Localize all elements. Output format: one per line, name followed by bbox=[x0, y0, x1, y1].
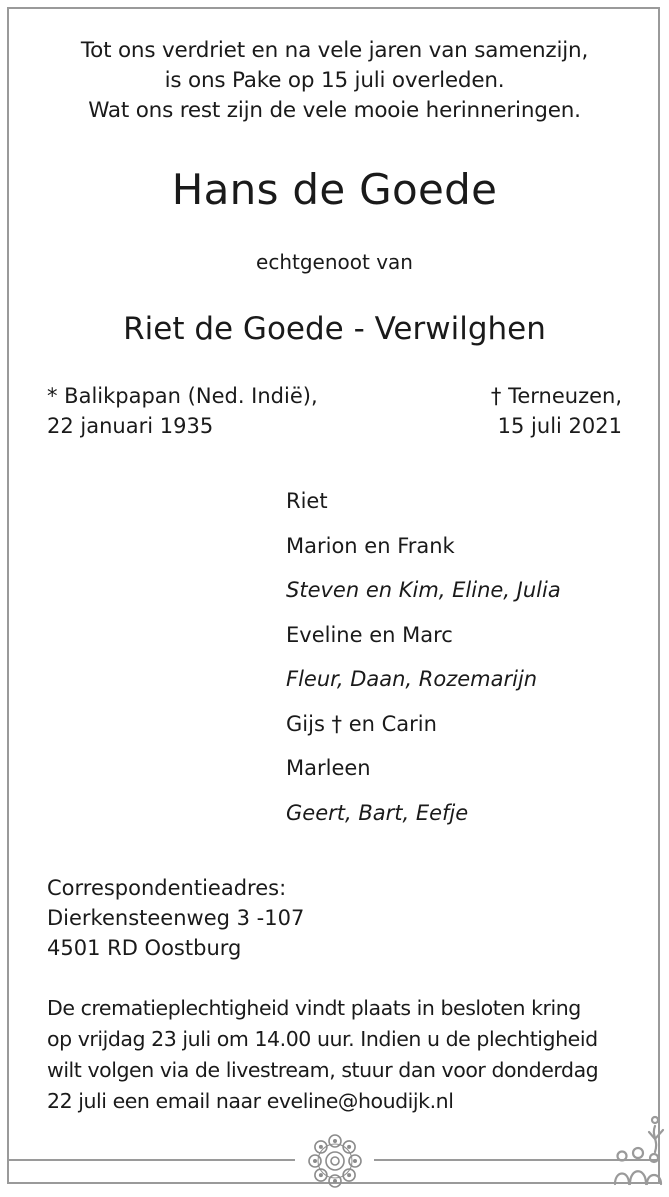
spouse-name: Riet de Goede - Verwilghen bbox=[123, 311, 546, 347]
address-street: Dierkensteenweg 3 -107 bbox=[47, 906, 305, 930]
intro-line: Wat ons rest zijn de vele mooie herinneringen. bbox=[88, 98, 581, 123]
birth-date: 22 januari 1935 bbox=[47, 414, 214, 438]
ceremony-notice bbox=[47, 993, 598, 1117]
death-info bbox=[491, 381, 622, 441]
birth-place: * Balikpapan (Ned. Indië), bbox=[47, 384, 318, 408]
family-member: Riet bbox=[286, 489, 328, 513]
address-city: 4501 RD Oostburg bbox=[47, 936, 242, 960]
death-date: 15 juli 2021 bbox=[497, 414, 622, 438]
intro-text bbox=[0, 36, 669, 126]
intro-line: is ons Pake op 15 juli overleden. bbox=[164, 68, 505, 93]
correspondence-address bbox=[47, 873, 304, 963]
notice-line: op vrijdag 23 juli om 14.00 uur. Indien u de plechtigheid bbox=[47, 1027, 598, 1051]
family-member: Gijs † en Carin bbox=[286, 711, 437, 736]
family-member: Eveline en Marc bbox=[286, 622, 453, 647]
family-member: Marion en Frank bbox=[286, 533, 455, 558]
notice-line: 22 juli een email naar eveline@houdijk.nl bbox=[47, 1089, 454, 1113]
family-member: Geert, Bart, Eefje bbox=[286, 800, 469, 825]
family-member: Marleen bbox=[286, 756, 371, 780]
relation-label: echtgenoot van bbox=[256, 250, 413, 274]
deceased-name: Hans de Goede bbox=[171, 165, 498, 214]
bottom-divider-left bbox=[7, 1159, 295, 1161]
family-member: Fleur, Daan, Rozemarijn bbox=[286, 667, 538, 691]
family-list bbox=[286, 486, 561, 842]
rosette-emblem-icon bbox=[300, 1126, 370, 1196]
death-place: † Terneuzen, bbox=[490, 384, 622, 408]
intro-line: Tot ons verdriet en na vele jaren van samenzijn, bbox=[80, 38, 589, 63]
family-member: Steven en Kim, Eline, Julia bbox=[286, 578, 561, 602]
family-figures-logo-icon bbox=[611, 1112, 669, 1190]
address-label: Correspondentieadres: bbox=[47, 876, 287, 900]
notice-line: De crematieplechtigheid vindt plaats in besloten kring bbox=[47, 996, 581, 1020]
birth-info bbox=[47, 381, 318, 441]
notice-line: wilt volgen via de livestream, stuur dan voor donderdag bbox=[47, 1058, 599, 1082]
